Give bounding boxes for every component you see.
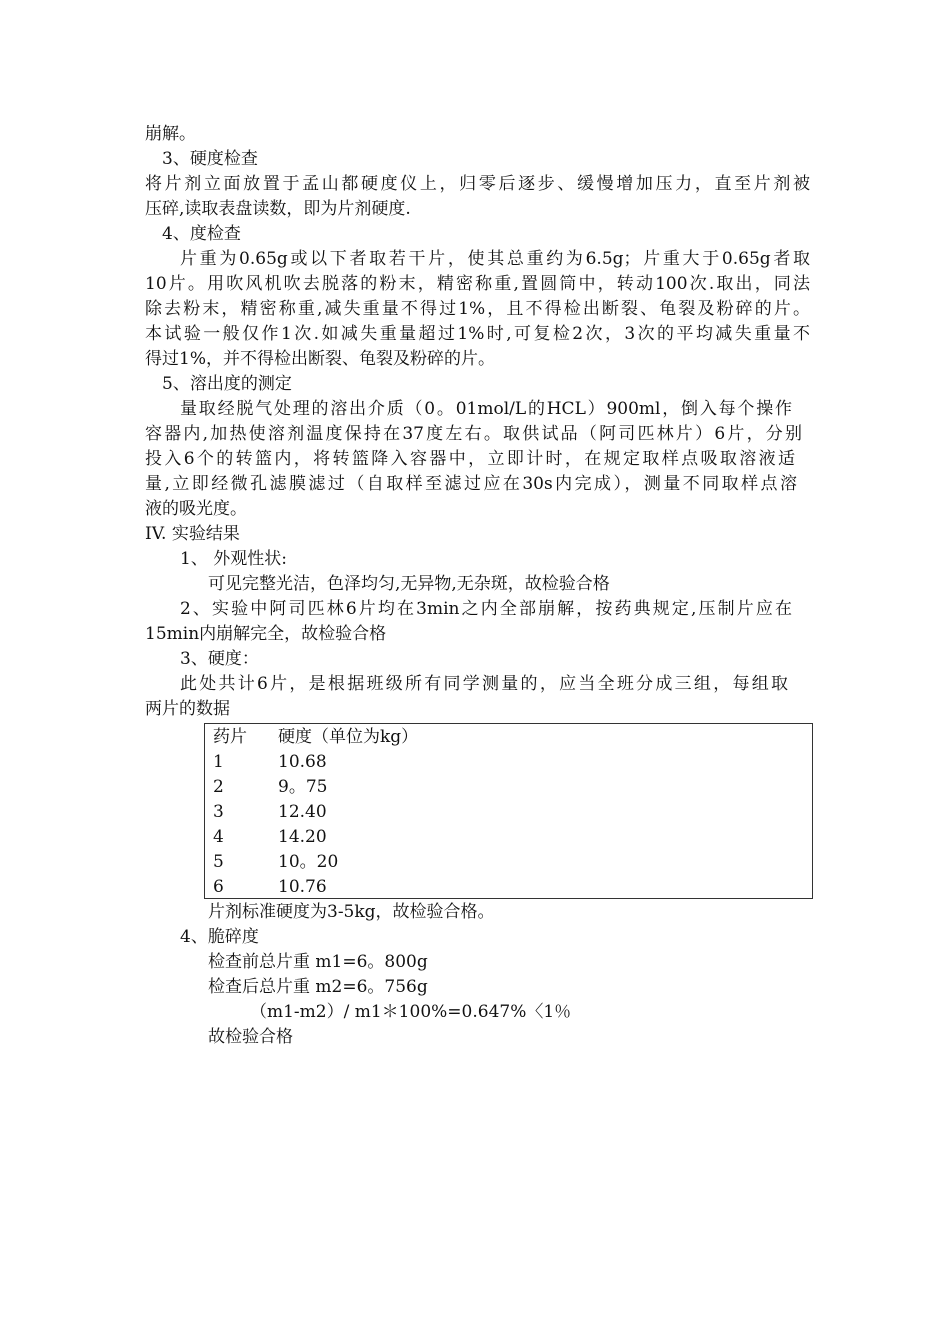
text-line: 本试验一般仅作1次.如减失重量超过1%时,可复检2次，3次的平均减失重量不 [145, 324, 810, 344]
text-line: 压碎,读取表盘读数，即为片剂硬度. [145, 199, 411, 219]
text-line: 得过1%，并不得检出断裂、龟裂及粉碎的片。 [145, 349, 495, 369]
text-line: 10片。用吹风机吹去脱落的粉末，精密称重,置圆筒中，转动100次.取出，同法 [145, 274, 810, 294]
table-cell-tablet: 6 [213, 877, 224, 897]
text-line: 此处共计6片，是根据班级所有同学测量的，应当全班分成三组，每组取 [180, 674, 788, 694]
text-line: 故检验合格 [208, 1027, 293, 1047]
table-cell-tablet: 1 [213, 752, 224, 772]
table-header-tablet: 药片 [213, 727, 247, 747]
hardness-table [204, 723, 813, 899]
table-cell-hardness: 9。75 [278, 777, 328, 797]
text-line: 量,立即经微孔滤膜滤过（自取样至滤过应在30s内完成），测量不同取样点溶 [145, 474, 797, 494]
text-line: 两片的数据 [145, 699, 230, 719]
text-line: 投入6个的转篮内，将转篮降入容器中，立即计时，在规定取样点吸取溶液适 [145, 449, 795, 469]
text-line: 量取经脱气处理的溶出介质（0。01mol/L的HCL）900ml，倒入每个操作 [180, 399, 792, 419]
text-line: 液的吸光度。 [145, 499, 247, 519]
text-line: 除去粉末，精密称重,减失重量不得过1%，且不得检出断裂、龟裂及粉碎的片。 [145, 299, 810, 319]
table-cell-hardness: 12.40 [278, 802, 327, 822]
table-cell-hardness: 10.76 [278, 877, 327, 897]
text-line: 可见完整光洁，色泽均匀,无异物,无杂斑，故检验合格 [208, 574, 610, 594]
table-cell-hardness: 10.68 [278, 752, 327, 772]
section-heading-friability-check: 4、度检查 [162, 224, 241, 244]
text-line: 容器内,加热使溶剂温度保持在37度左右。取供试品（阿司匹林片）6片，分别 [145, 424, 802, 444]
table-cell-hardness: 14.20 [278, 827, 327, 847]
table-cell-tablet: 2 [213, 777, 224, 797]
section-heading-results: IV. 实验结果 [145, 524, 240, 544]
text-line: 15min内崩解完全，故检验合格 [145, 624, 387, 644]
results-item-appearance: 1、 外观性状: [180, 549, 287, 569]
results-item-friability: 4、脆碎度 [180, 927, 259, 947]
text-line: 片剂标准硬度为3-5kg，故检验合格。 [208, 902, 495, 922]
section-heading-dissolution: 5、溶出度的测定 [162, 374, 292, 394]
formula-line: （m1-m2）/ m1＊100%=0.647%〈1％ [250, 1002, 572, 1022]
text-line: 片重为0.65g或以下者取若干片，使其总重约为6.5g；片重大于0.65g者取 [180, 249, 810, 269]
text-line: 崩解。 [145, 124, 196, 144]
results-item-disintegration: 2、实验中阿司匹林6片均在3min之内全部崩解，按药典规定,压制片应在 [180, 599, 792, 619]
results-item-hardness: 3、硬度： [180, 649, 259, 669]
table-cell-tablet: 3 [213, 802, 224, 822]
text-line: 检查前总片重 m1=6。800g [208, 952, 428, 972]
table-cell-tablet: 4 [213, 827, 224, 847]
table-cell-hardness: 10。20 [278, 852, 339, 872]
section-heading-hardness-check: 3、硬度检查 [162, 149, 258, 169]
table-header-hardness: 硬度（单位为kg） [278, 727, 419, 747]
table-cell-tablet: 5 [213, 852, 224, 872]
text-line: 检查后总片重 m2=6。756g [208, 977, 428, 997]
text-line: 将片剂立面放置于孟山都硬度仪上，归零后逐步、缓慢增加压力，直至片剂被 [145, 174, 810, 194]
